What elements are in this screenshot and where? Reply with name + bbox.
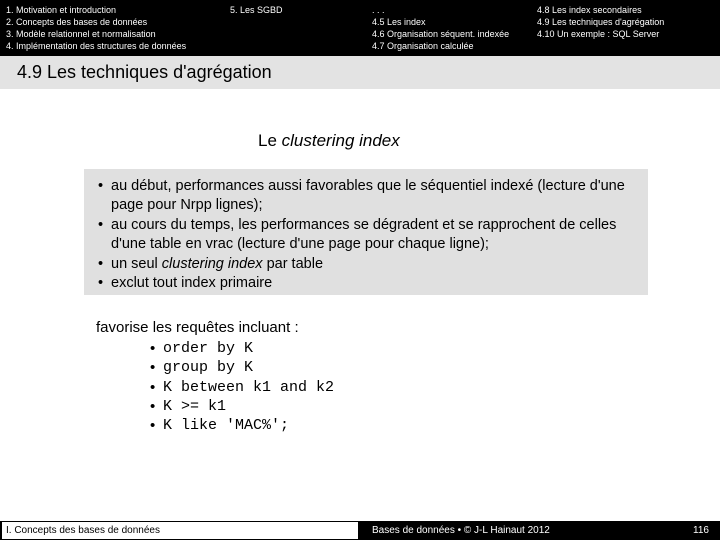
bullet-text: au début, performances aussi favorables que le séquentiel indexé (lecture d'une page pour Nrpp lignes); [111,178,625,214]
footer-credit: Bases de données • © J-L Hainaut 2012 [372,525,550,536]
section-title: 4.9 Les techniques d'agrégation [17,62,272,82]
query-list [150,339,334,435]
subtitle-prefix: Le [258,131,282,150]
header-bar [0,0,720,56]
outline-item[interactable]: 4.6 Organisation séquent. indexée [372,29,510,39]
bullet-text-before: un seul [111,255,162,272]
slide-subtitle [258,131,400,151]
bullet-list [96,177,642,293]
bullet-text: au cours du temps, les performances se dégradent et se rapprochent de celles d'une table en vrac (lecture d'une page pour chaque ligne); [111,216,617,253]
footer-chapter[interactable]: I. Concepts des bases de données [2,522,358,539]
bullet-item [96,274,642,293]
bullet-item [96,177,642,216]
outline-item[interactable]: 3. Modèle relationnel et normalisation [6,29,156,39]
footer-bar [0,521,720,540]
outline-item[interactable]: 4.10 Un exemple : SQL Server [537,29,660,39]
outline-item[interactable]: 4. Implémentation des structures de données [6,41,187,51]
outline-chapters [6,4,186,52]
query-item: • K like 'MAC%'; [150,416,334,435]
query-item: • group by K [150,358,334,377]
outline-item[interactable]: 5. Les SGBD [230,5,283,15]
bullet-text: exclut tout index primaire [111,275,273,292]
outline-item[interactable]: 1. Motivation et introduction [6,5,117,15]
outline-sections-right [537,4,664,40]
outline-item[interactable]: 4.7 Organisation calculée [372,41,474,51]
outline-item[interactable]: 4.5 Les index [372,17,426,27]
bullet-item [96,255,642,274]
outline-ellipsis: . . . [372,5,385,15]
query-item: • K >= k1 [150,397,334,416]
subtitle-italic: clustering index [281,131,400,150]
bullet-text-italic: clustering index [161,255,263,272]
outline-item[interactable]: 2. Concepts des bases de données [6,17,148,27]
outline-item[interactable]: 4.8 Les index secondaires [537,5,642,15]
outline-sections-mid [372,4,509,52]
bullet-item [96,216,642,255]
outline-chapter-5 [230,4,283,16]
outline-item-current[interactable]: 4.9 Les techniques d'agrégation [537,17,665,27]
query-item: • K between k1 and k2 [150,378,334,397]
bullet-text-after: par table [262,255,324,272]
page-number: 116 [693,525,709,536]
query-item: • order by K [150,339,334,358]
favorise-label: favorise les requêtes incluant : [96,319,299,336]
